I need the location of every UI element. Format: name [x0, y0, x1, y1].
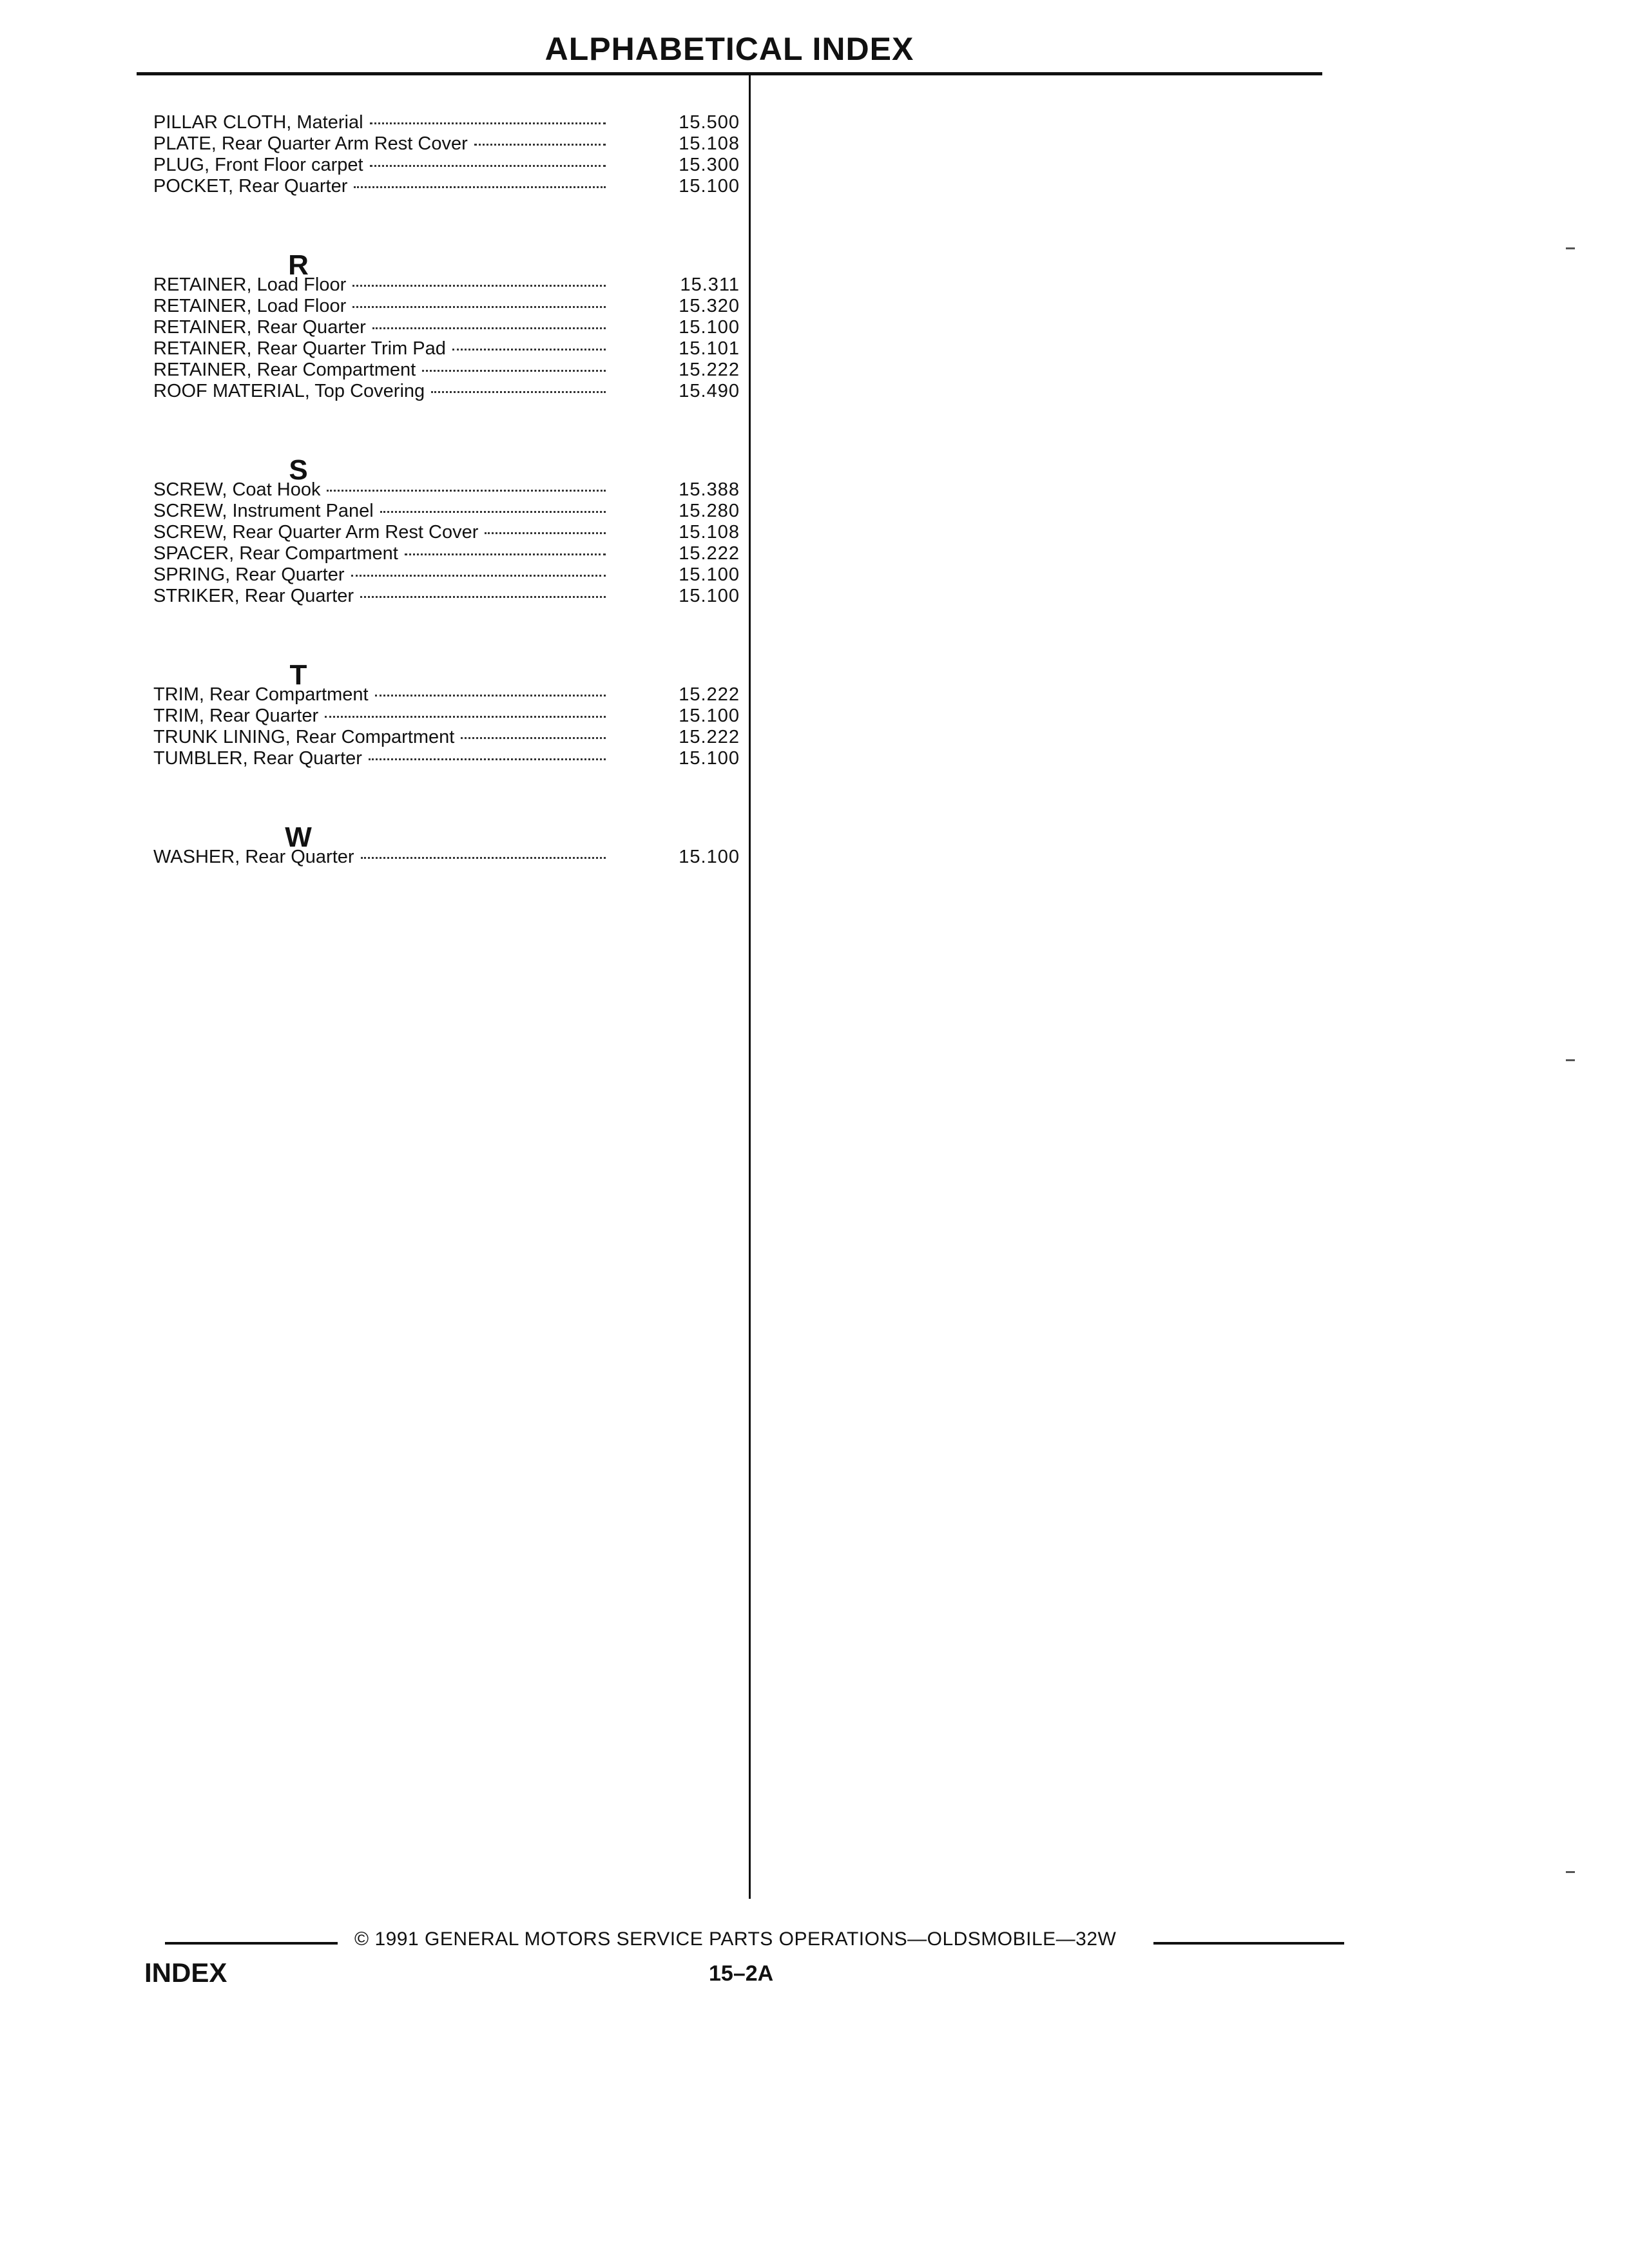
entry-label: SPACER, Rear Compartment	[153, 543, 398, 564]
index-entry	[153, 155, 740, 176]
dot-leader	[354, 186, 606, 188]
entry-label: SCREW, Coat Hook	[153, 479, 321, 500]
index-entry	[153, 564, 740, 586]
index-entry	[153, 706, 740, 727]
entry-label: RETAINER, Load Floor	[153, 296, 347, 316]
entry-label: STRIKER, Rear Quarter	[153, 586, 354, 606]
scan-mark	[1566, 247, 1575, 249]
dot-leader	[461, 737, 606, 739]
index-entry	[153, 317, 740, 338]
entry-page-ref: 15.100	[679, 748, 740, 769]
page-title: ALPHABETICAL INDEX	[545, 31, 914, 67]
entry-label: SCREW, Instrument Panel	[153, 501, 374, 521]
dot-leader	[370, 165, 606, 167]
scan-mark	[1566, 1059, 1575, 1061]
dot-leader	[405, 553, 606, 555]
index-section-s	[153, 402, 740, 607]
section-letter-heading: W	[285, 822, 312, 853]
dot-leader	[485, 532, 606, 534]
index-section-r	[153, 197, 740, 402]
entry-label: PILLAR CLOTH, Material	[153, 112, 363, 133]
footer-section-label: INDEX	[144, 1957, 227, 1988]
entry-label: TRIM, Rear Compartment	[153, 684, 369, 705]
entry-page-ref: 15.490	[679, 381, 740, 401]
entry-page-ref: 15.300	[679, 155, 740, 175]
index-section-w	[153, 769, 740, 868]
index-entry	[153, 748, 740, 769]
entry-page-ref: 15.500	[679, 112, 740, 133]
dot-leader	[360, 596, 606, 598]
entry-label: PLUG, Front Floor carpet	[153, 155, 363, 175]
index-entry	[153, 847, 740, 868]
entry-label: POCKET, Rear Quarter	[153, 176, 348, 197]
entry-label: WASHER, Rear Quarter	[153, 847, 354, 867]
index-entry	[153, 176, 740, 197]
entry-label: RETAINER, Rear Compartment	[153, 360, 416, 380]
entry-page-ref: 15.100	[679, 706, 740, 726]
column-divider	[749, 75, 751, 1899]
dot-leader	[369, 758, 606, 760]
footer-rule-right	[1153, 1942, 1344, 1945]
dot-leader	[351, 575, 606, 577]
entry-page-ref: 15.100	[679, 586, 740, 606]
dot-leader	[372, 327, 606, 329]
dot-leader	[474, 144, 606, 146]
footer-copyright: © 1991 GENERAL MOTORS SERVICE PARTS OPERATIONS—OLDSMOBILE—32W	[354, 1928, 1117, 1950]
index-section-p	[153, 112, 740, 197]
index-entry	[153, 684, 740, 706]
index-column	[153, 112, 740, 868]
section-letter-heading: S	[289, 454, 308, 486]
scan-mark	[1566, 1871, 1575, 1873]
index-entry	[153, 133, 740, 155]
footer-rule-left	[165, 1942, 338, 1945]
entry-page-ref: 15.100	[679, 176, 740, 197]
index-entry	[153, 479, 740, 501]
dot-leader	[422, 370, 606, 372]
index-entry	[153, 112, 740, 133]
entry-page-ref: 15.311	[680, 274, 740, 295]
index-entry	[153, 501, 740, 522]
dot-leader	[452, 349, 606, 351]
entry-page-ref: 15.100	[679, 564, 740, 585]
dot-leader	[431, 391, 606, 393]
footer-page-number: 15–2A	[709, 1961, 774, 1986]
dot-leader	[352, 285, 606, 287]
entry-label: TUMBLER, Rear Quarter	[153, 748, 362, 769]
entry-page-ref: 15.108	[679, 522, 740, 543]
entry-label: RETAINER, Rear Quarter Trim Pad	[153, 338, 446, 359]
entry-label: ROOF MATERIAL, Top Covering	[153, 381, 425, 401]
entry-label: RETAINER, Load Floor	[153, 274, 347, 295]
entry-label: RETAINER, Rear Quarter	[153, 317, 366, 338]
dot-leader	[370, 122, 606, 124]
entry-page-ref: 15.100	[679, 317, 740, 338]
dot-leader	[325, 716, 606, 718]
entry-label: TRIM, Rear Quarter	[153, 706, 319, 726]
dot-leader	[361, 857, 606, 859]
index-section-t	[153, 607, 740, 769]
entry-page-ref: 15.222	[679, 543, 740, 564]
section-letter-heading: T	[289, 659, 307, 691]
entry-page-ref: 15.222	[679, 360, 740, 380]
section-letter-heading: R	[288, 249, 309, 281]
entry-label: TRUNK LINING, Rear Compartment	[153, 727, 455, 747]
entry-page-ref: 15.222	[679, 684, 740, 705]
index-entry	[153, 296, 740, 317]
index-entry	[153, 274, 740, 296]
entry-page-ref: 15.100	[679, 847, 740, 867]
index-entry	[153, 522, 740, 543]
entry-page-ref: 15.320	[679, 296, 740, 316]
index-entry	[153, 338, 740, 360]
index-entry	[153, 586, 740, 607]
entry-page-ref: 15.222	[679, 727, 740, 747]
entry-label: PLATE, Rear Quarter Arm Rest Cover	[153, 133, 468, 154]
dot-leader	[352, 306, 606, 308]
index-entry	[153, 727, 740, 748]
entry-label: SPRING, Rear Quarter	[153, 564, 345, 585]
dot-leader	[380, 511, 606, 513]
index-entry	[153, 381, 740, 402]
index-entry	[153, 543, 740, 564]
title-rule	[137, 72, 1322, 75]
entry-page-ref: 15.388	[679, 479, 740, 500]
entry-label: SCREW, Rear Quarter Arm Rest Cover	[153, 522, 479, 543]
dot-leader	[327, 490, 606, 492]
index-entry	[153, 360, 740, 381]
entry-page-ref: 15.280	[679, 501, 740, 521]
dot-leader	[375, 695, 606, 697]
entry-page-ref: 15.101	[679, 338, 740, 359]
entry-page-ref: 15.108	[679, 133, 740, 154]
